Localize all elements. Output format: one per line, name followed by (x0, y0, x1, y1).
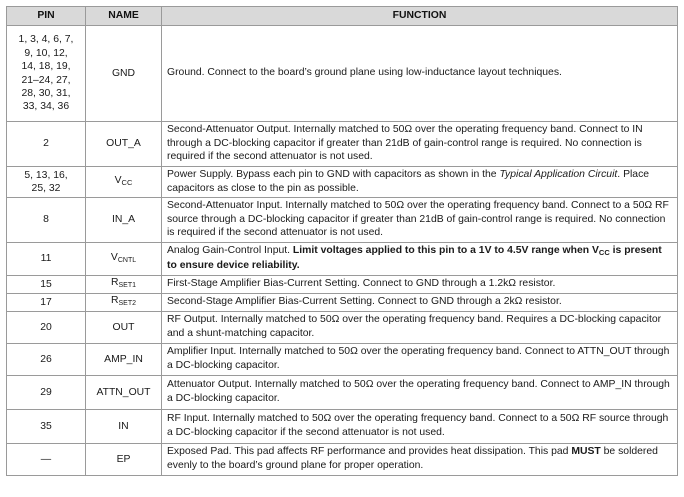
pin-cell (7, 26, 86, 122)
pin-line: 21–24, 27, (21, 74, 71, 86)
pin-cell: 11 (7, 243, 86, 276)
function-bold-text: Limit voltages applied to this pin to a 1V to 4.5V range when V (292, 245, 599, 256)
function-cell: First-Stage Amplifier Bias-Current Setting. Connect to GND through a 1.2kΩ resistor. (162, 275, 678, 293)
name-subscript: CNTL (117, 256, 137, 264)
name-cell: ATTN_OUT (86, 375, 162, 409)
function-cell: RF Input. Internally matched to 50Ω over the operating frequency band. Connect to a 50Ω RF source through a DC-blocking capacitor if the second attenuator is not used. (162, 409, 678, 443)
function-cell: Second-Stage Amplifier Bias-Current Setting. Connect to GND through a 2kΩ resistor. (162, 293, 678, 311)
function-cell: RF Output. Internally matched to 50Ω over the operating frequency band. Requires a DC-blocking capacitor and a shunt-matching capacitor. (162, 311, 678, 343)
pin-cell: 17 (7, 293, 86, 311)
table-row (7, 409, 678, 443)
name-cell (86, 293, 162, 311)
function-bold-text: is present to ensure device reliability. (167, 245, 662, 272)
function-italic: Typical Application Circuit (499, 169, 618, 181)
pin-line: 28, 30, 31, (21, 87, 71, 99)
function-cell (162, 443, 678, 475)
table-row (7, 343, 678, 375)
function-bold: MUST (571, 446, 601, 458)
name-subscript: CC (121, 178, 133, 188)
pin-cell: — (7, 443, 86, 475)
table-row (7, 311, 678, 343)
name-main: R (110, 277, 119, 289)
pin-line: 1, 3, 4, 6, 7, (18, 34, 74, 46)
name-cell (86, 167, 162, 198)
name-cell: EP (86, 443, 162, 475)
name-main: V (110, 251, 118, 263)
pin-line: 9, 10, 12, (24, 47, 68, 59)
pin-cell: 29 (7, 375, 86, 409)
header-function: FUNCTION (162, 7, 678, 26)
function-cell: Ground. Connect to the board’s ground plane using low-inductance layout techniques. (162, 26, 678, 122)
table-row (7, 26, 678, 122)
pin-cell: 35 (7, 409, 86, 443)
table-header-row (7, 7, 678, 26)
function-bold-subscript: CC (598, 248, 610, 257)
name-subscript: SET1 (118, 282, 137, 290)
function-cell: Second-Attenuator Output. Internally matched to 50Ω over the operating frequency band. Connect to IN through a DC-blocking capacitor if greater than 21dB of gain-control range is required. No connection is required if the second attenuator is not used. (162, 122, 678, 167)
table-row (7, 198, 678, 243)
pin-cell: 20 (7, 311, 86, 343)
table-row (7, 122, 678, 167)
function-text: Exposed Pad. This pad affects RF performance and provides heat dissipation. This pad (167, 446, 572, 458)
function-text: Analog Gain-Control Input. (167, 245, 293, 256)
table-row (7, 293, 678, 311)
pin-line: 25, 32 (31, 183, 61, 194)
table-row (7, 167, 678, 198)
header-name: NAME (86, 7, 162, 26)
pin-line: 14, 18, 19, (21, 61, 71, 73)
name-cell: OUT (86, 311, 162, 343)
table-row (7, 243, 678, 276)
pin-description-table (6, 6, 678, 476)
pin-cell: 8 (7, 198, 86, 243)
function-text: Power Supply. Bypass each pin to GND with capacitors as shown in the (167, 169, 500, 181)
function-cell (162, 167, 678, 198)
name-cell: OUT_A (86, 122, 162, 167)
function-text: be soldered evenly to the board’s ground plane for proper operation. (167, 446, 658, 471)
name-subscript: SET2 (118, 300, 137, 308)
name-cell: GND (86, 26, 162, 122)
table-row (7, 275, 678, 293)
pin-cell: 15 (7, 275, 86, 293)
pin-cell: 2 (7, 122, 86, 167)
function-text: . Place capacitors as close to the pin as possible. (167, 169, 650, 194)
function-cell: Second-Attenuator Input. Internally matched to 50Ω over the operating frequency band. Connect to a 50Ω RF source through a DC-blocking capacitor if greater than 21dB of gain-control range is required. No connection is required if the second attenuator is not used. (162, 198, 678, 243)
pin-line: 5, 13, 16, (24, 169, 68, 181)
function-cell: Amplifier Input. Internally matched to 50Ω over the operating frequency band. Connect to ATTN_OUT through a DC-blocking capacitor. (162, 343, 678, 375)
name-main: V (114, 175, 122, 187)
name-cell (86, 275, 162, 293)
pin-line: 33, 34, 36 (22, 101, 70, 113)
name-cell: AMP_IN (86, 343, 162, 375)
name-cell (86, 243, 162, 276)
function-cell: Attenuator Output. Internally matched to 50Ω over the operating frequency band. Connect to AMP_IN through a DC-blocking capacitor. (162, 375, 678, 409)
name-cell: IN_A (86, 198, 162, 243)
pin-cell: 26 (7, 343, 86, 375)
function-cell (162, 243, 678, 276)
table-row (7, 375, 678, 409)
name-main: R (110, 295, 119, 307)
pin-cell (7, 167, 86, 198)
header-pin: PIN (7, 7, 86, 26)
table-row (7, 443, 678, 475)
name-cell: IN (86, 409, 162, 443)
